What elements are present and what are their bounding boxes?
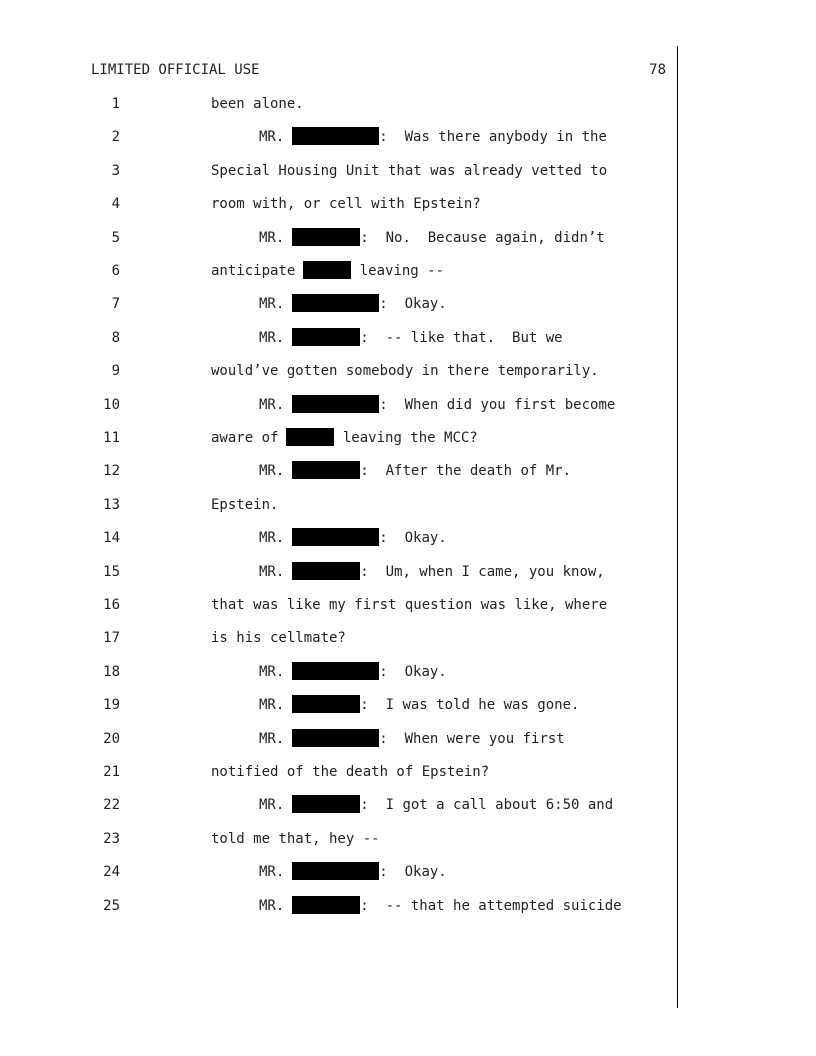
- line-text-after: leaving the MCC?: [334, 430, 478, 446]
- line-text: [211, 762, 489, 782]
- line-text-before: MR.: [259, 296, 285, 313]
- transcript-line: [0, 562, 680, 582]
- line-number: 9: [111, 363, 120, 380]
- line-number: 5: [111, 229, 120, 246]
- redaction-box: [292, 461, 360, 479]
- line-number: 14: [103, 530, 120, 547]
- line-text-before: Epstein.: [211, 496, 279, 513]
- transcript-line: [0, 896, 680, 916]
- line-text-before: MR.: [259, 730, 285, 747]
- line-text: [259, 896, 622, 916]
- redaction-box: [292, 395, 379, 413]
- line-text-before: MR.: [259, 563, 285, 580]
- redaction-box: [292, 695, 360, 713]
- transcript-line: [0, 729, 680, 749]
- line-text-before: anticipate: [211, 263, 296, 279]
- redaction-box: [292, 729, 379, 747]
- line-number: 3: [111, 162, 120, 179]
- line-text-before: MR.: [259, 463, 285, 480]
- line-text-before: room with, or cell with Epstein?: [211, 196, 481, 213]
- line-number: 20: [103, 730, 120, 747]
- line-text-before: that was like my first question was like, where: [211, 597, 608, 613]
- line-number: 18: [103, 663, 120, 680]
- line-text: [211, 161, 607, 181]
- redaction-box: [303, 261, 351, 279]
- line-text: [211, 361, 599, 381]
- line-text-after: : -- that he attempted suicide: [360, 897, 622, 914]
- line-text-before: notified of the death of Epstein?: [211, 764, 490, 780]
- line-number: 25: [103, 897, 120, 914]
- transcript-line: [0, 628, 680, 648]
- redaction-box: [292, 328, 360, 346]
- redaction-box: [292, 662, 379, 680]
- transcript-line: [0, 662, 680, 682]
- line-number: 11: [103, 430, 120, 446]
- line-number: 1: [111, 96, 120, 112]
- line-text-after: : After the death of Mr.: [360, 463, 572, 480]
- line-text-before: MR.: [259, 697, 285, 714]
- transcript-line: [0, 161, 680, 181]
- line-text-after: : I was told he was gone.: [360, 697, 580, 714]
- line-text: [259, 127, 607, 147]
- line-text-before: is his cellmate?: [211, 630, 346, 647]
- transcript-line: [0, 795, 680, 815]
- line-text: [211, 495, 278, 515]
- line-text: [259, 528, 447, 548]
- line-text-before: told me that, hey --: [211, 830, 380, 847]
- line-text-before: MR.: [259, 797, 285, 814]
- transcript-line: [0, 228, 680, 248]
- transcript-line: [0, 862, 680, 882]
- redaction-box: [292, 228, 360, 246]
- redaction-box: [292, 862, 379, 880]
- line-number: 12: [103, 463, 120, 480]
- line-number: 19: [103, 697, 120, 714]
- line-text-after: : When did you first become: [379, 396, 616, 413]
- line-text-before: MR.: [259, 663, 285, 680]
- line-text: [259, 862, 447, 882]
- line-text: [211, 194, 481, 214]
- transcript-line: [0, 762, 680, 782]
- line-text-before: MR.: [259, 329, 285, 346]
- classification-header: LIMITED OFFICIAL USE: [91, 62, 260, 78]
- redaction-box: [292, 127, 379, 145]
- line-text-after: : Okay.: [379, 530, 447, 547]
- line-number: 17: [103, 630, 120, 647]
- line-text-after: : Okay.: [379, 864, 447, 881]
- line-number: 2: [111, 129, 120, 146]
- transcript-line: [0, 595, 680, 615]
- line-text-after: : Was there anybody in the: [379, 129, 607, 146]
- redaction-box: [292, 562, 360, 580]
- line-text: [259, 729, 565, 749]
- line-text: [259, 294, 447, 314]
- line-text: [211, 261, 444, 281]
- line-text-after: : Okay.: [379, 663, 447, 680]
- transcript-line: [0, 495, 680, 515]
- line-text-before: MR.: [259, 229, 285, 246]
- redaction-box: [292, 896, 360, 914]
- line-text: [211, 829, 380, 849]
- transcript-line: [0, 94, 680, 114]
- transcript-line: [0, 194, 680, 214]
- line-number: 24: [103, 864, 120, 881]
- line-number: 16: [103, 597, 120, 613]
- transcript-line: [0, 294, 680, 314]
- line-text-after: : -- like that. But we: [360, 329, 563, 346]
- line-text: [259, 228, 605, 248]
- transcript-line: [0, 528, 680, 548]
- line-number: 21: [103, 764, 120, 780]
- page-number: 78: [649, 62, 666, 78]
- line-text-before: MR.: [259, 530, 285, 547]
- redaction-box: [292, 795, 360, 813]
- line-number: 8: [111, 329, 120, 346]
- line-number: 4: [111, 196, 120, 213]
- line-text: [211, 595, 607, 615]
- redaction-box: [286, 428, 334, 446]
- line-text: [259, 461, 571, 481]
- line-number: 6: [111, 263, 120, 279]
- transcript-line: [0, 261, 680, 281]
- line-number: 10: [103, 396, 120, 413]
- line-text-before: Special Housing Unit that was already vetted to: [211, 162, 608, 179]
- transcript-line: [0, 361, 680, 381]
- transcript-line: [0, 461, 680, 481]
- line-text-after: : No. Because again, didn’t: [360, 229, 605, 246]
- line-text-after: : Um, when I came, you know,: [360, 563, 605, 580]
- line-text-before: MR.: [259, 864, 285, 881]
- line-text-after: : I got a call about 6:50 and: [360, 797, 614, 814]
- line-text: [259, 395, 615, 415]
- line-number: 22: [103, 797, 120, 814]
- line-text: [211, 628, 346, 648]
- line-text-before: MR.: [259, 129, 285, 146]
- line-text-before: would’ve gotten somebody in there temporarily.: [211, 363, 599, 380]
- transcript-line: [0, 829, 680, 849]
- transcript-line: [0, 695, 680, 715]
- line-number: 23: [103, 830, 120, 847]
- line-text: [211, 94, 304, 114]
- line-text: [211, 428, 478, 448]
- transcript-line: [0, 328, 680, 348]
- line-text-after: : When were you first: [379, 730, 565, 747]
- redaction-box: [292, 294, 379, 312]
- redaction-box: [292, 528, 379, 546]
- line-text: [259, 795, 613, 815]
- transcript-line: [0, 428, 680, 448]
- line-text-after: : Okay.: [379, 296, 447, 313]
- line-text: [259, 662, 447, 682]
- line-text-before: aware of: [211, 430, 279, 446]
- line-text-after: leaving --: [351, 263, 445, 279]
- line-number: 15: [103, 563, 120, 580]
- line-text: [259, 695, 579, 715]
- line-text-before: MR.: [259, 897, 285, 914]
- line-text: [259, 328, 563, 348]
- line-number: 13: [103, 496, 120, 513]
- line-text-before: MR.: [259, 396, 285, 413]
- line-number: 7: [111, 296, 120, 313]
- line-text: [259, 562, 605, 582]
- line-text-before: been alone.: [211, 96, 304, 112]
- transcript-line: [0, 395, 680, 415]
- transcript-line: [0, 127, 680, 147]
